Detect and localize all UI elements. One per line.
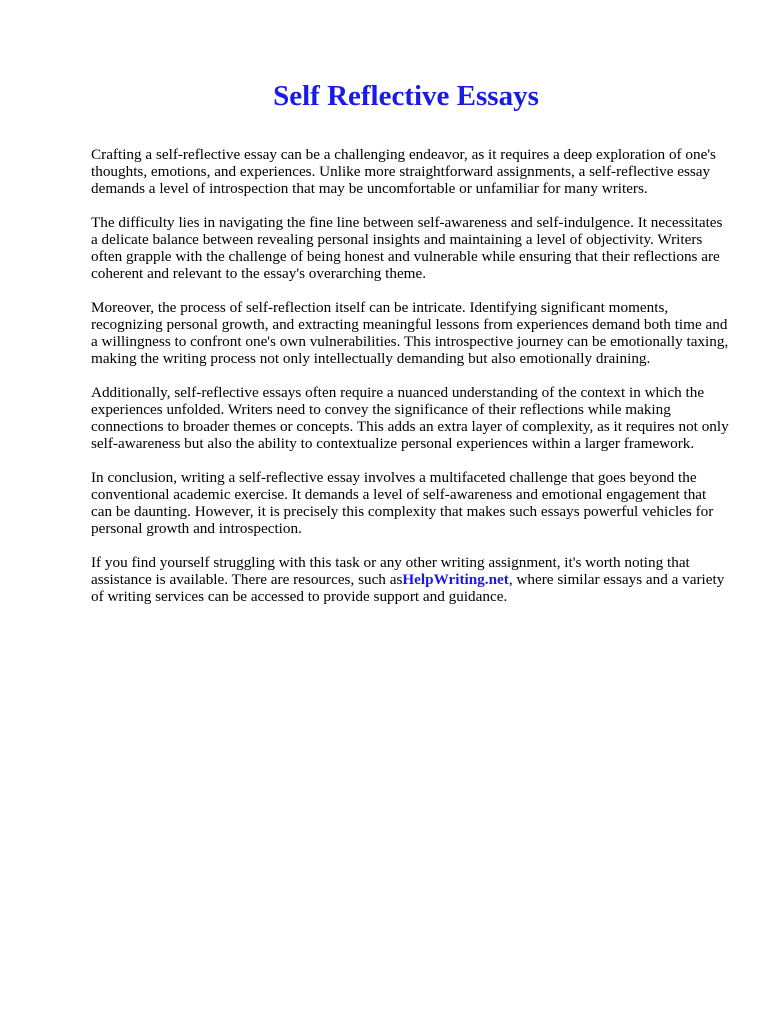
paragraph-6-before-link: If you find yourself struggling with this task or any other writing assignment, it's worth noting that assistance is available. There are resources, such as [91, 554, 690, 588]
paragraph-2: The difficulty lies in navigating the fine line between self-awareness and self-indulgence. It necessitates a delicate balance between revealing personal insights and maintaining a level of objectivity. Writers often grapple with the challenge of being honest and vulnerable while ensuring that their reflections are coherent and relevant to the essay's overarching theme. [91, 214, 723, 282]
paragraph-5: In conclusion, writing a self-reflective essay involves a multifaceted challenge that goes beyond the conventional academic exercise. It demands a level of self-awareness and emotional engagement that can be daunting. However, it is precisely this complexity that makes such essays powerful vehicles for personal growth and introspection. [91, 469, 714, 537]
paragraph-4: Additionally, self-reflective essays often require a nuanced understanding of the context in which the experiences unfolded. Writers need to convey the significance of their reflections while making connections to broader themes or concepts. This adds an extra layer of complexity, as it requires not only self-awareness but also the ability to contextualize personal experiences within a larger framework. [91, 384, 729, 452]
page-title: Self Reflective Essays [273, 80, 539, 112]
paragraph-3: Moreover, the process of self-reflection itself can be intricate. Identifying significant moments, recognizing personal growth, and extracting meaningful lessons from experiences demand both time and a willingness to confront one's own vulnerabilities. This introspective journey can be emotionally taxing, making the writing process not only intellectually demanding but also emotionally draining. [91, 299, 729, 367]
essay-body [91, 146, 731, 622]
helpwriting-link[interactable]: HelpWriting.net [402, 571, 509, 588]
paragraph-6 [91, 554, 731, 605]
paragraph-6-after-link: , where similar essays and a variety of writing services can be accessed to provide support and guidance. [91, 571, 725, 605]
paragraph-1: Crafting a self-reflective essay can be a challenging endeavor, as it requires a deep exploration of one's thoughts, emotions, and experiences. Unlike more straightforward assignments, a self-reflective essay demands a level of introspection that may be uncomfortable or unfamiliar for many writers. [91, 146, 716, 197]
